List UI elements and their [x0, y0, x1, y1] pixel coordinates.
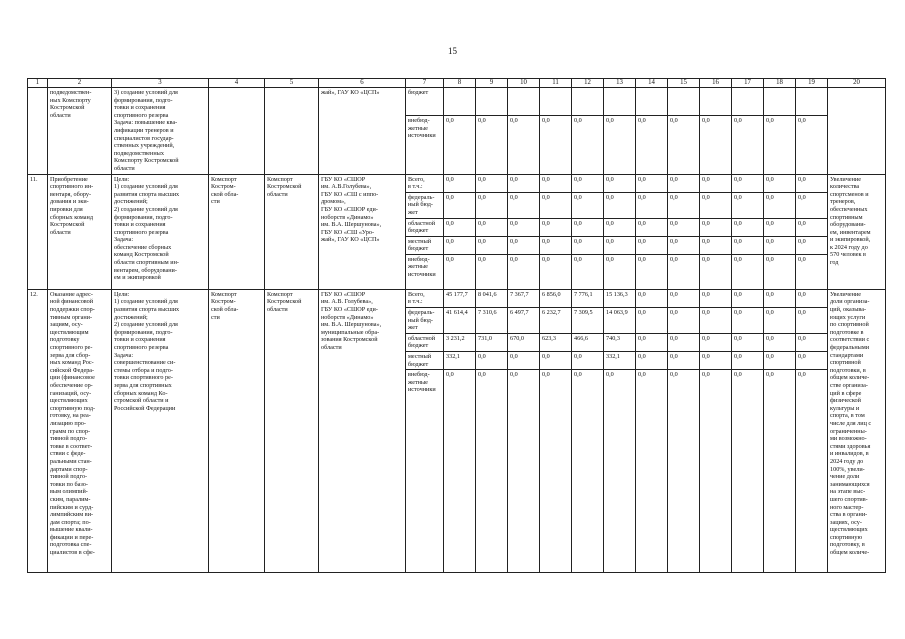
amount-cell: 0,0: [476, 370, 508, 573]
amount-cell: 0,0: [764, 289, 796, 307]
amount-cell: 0,0: [732, 289, 764, 307]
amount-cell: 0,0: [732, 308, 764, 334]
amount-cell: 0,0: [796, 236, 828, 254]
amount-cell: 0,0: [636, 308, 668, 334]
amount-cell: 0,0: [572, 116, 604, 174]
column-header-3: 3: [112, 79, 209, 88]
event-name-cell: Оказание адрес- ной финансовой поддержки спор- тивным органи- зациям, осу- ществляющим подготовку спортивного ре- зерва для сбор- ных команд Рос- сийской Федера- ции (финансовое обеспечение ор- ганизаций, осу- ществляющих спортивную под- готовку, на реа- лизацию про- грамм по спор- тивной подго- товке в соответ- ствии с феде- ральными стан- дартами спор- тивной подго- товки по базо- вым олимпий- ским, паралим- пийским и сурд- лимпийским ви- дам спорта; по- вышение квали- фикации и пере- подготовка спе- циалистов в сфе-: [48, 289, 112, 572]
column-header-9: 9: [476, 79, 508, 88]
amount-cell: 0,0: [540, 174, 572, 192]
row-number-cell: 12.: [28, 289, 48, 572]
amount-cell: 0,0: [764, 370, 796, 573]
amount-cell: [604, 88, 636, 116]
amount-cell: 0,0: [796, 308, 828, 334]
column-header-11: 11: [540, 79, 572, 88]
executors-cell: ГБУ КО «СШОР им. А.В.Голубева», ГБУ КО «СШ с иппо- дромом», ГБУ КО «СШОР еди- ноборств «Динамо» им. В.А. Шершунова», ГБУ КО «СШ «Уро- жай», ГАУ КО «ЦСП»: [319, 174, 406, 289]
column-header-8: 8: [444, 79, 476, 88]
result-cell: [828, 88, 886, 175]
amount-cell: 0,0: [668, 370, 700, 573]
amount-cell: 0,0: [732, 352, 764, 370]
amount-cell: 41 614,4: [444, 308, 476, 334]
column-header-19: 19: [796, 79, 828, 88]
amount-cell: 0,0: [764, 174, 796, 192]
goals-cell: Цели: 1) создание условий для развития спорта высших достижений; 2) создание условий для формирования, подго- товки и сохранения спортивного резерва Задача: совершенствование си- стемы отбора и подго- товки спортивного ре- зерва для спортивных сборных команд Ко- стромской области и Российской Федерации: [112, 289, 209, 572]
amount-cell: 731,0: [476, 333, 508, 351]
amount-cell: 3 231,2: [444, 333, 476, 351]
funding-source-cell: Всего, в т.ч.:: [406, 174, 444, 192]
amount-cell: 0,0: [572, 174, 604, 192]
event-name-cell: подведомствен- ных Комспорту Костромской области: [48, 88, 112, 175]
responsible-cell: Комспорт Костром- ской обла- сти: [209, 289, 265, 572]
column-header-4: 4: [209, 79, 265, 88]
amount-cell: [732, 88, 764, 116]
amount-cell: 45 177,7: [444, 289, 476, 307]
amount-cell: 0,0: [476, 174, 508, 192]
amount-cell: 0,0: [636, 116, 668, 174]
column-header-12: 12: [572, 79, 604, 88]
amount-cell: 0,0: [796, 370, 828, 573]
amount-cell: 0,0: [764, 352, 796, 370]
amount-cell: 0,0: [732, 370, 764, 573]
responsible-cell: Комспорт Костром- ской обла- сти: [209, 174, 265, 289]
funding-source-cell: внебюд- жетные источники: [406, 116, 444, 174]
amount-cell: 0,0: [508, 254, 540, 289]
amount-cell: 0,0: [764, 333, 796, 351]
event-name-cell: Приобретение спортивного ин- вентаря, обору- дования и эки- пировки для сборных команд Костромской области: [48, 174, 112, 289]
amount-cell: 0,0: [444, 218, 476, 236]
funding-source-cell: бюджет: [406, 88, 444, 116]
amount-cell: 0,0: [444, 236, 476, 254]
amount-cell: 0,0: [508, 370, 540, 573]
amount-cell: 0,0: [668, 192, 700, 218]
amount-cell: 332,1: [444, 352, 476, 370]
row-number-cell: [28, 88, 48, 175]
customer-cell: [265, 88, 319, 175]
amount-cell: [476, 88, 508, 116]
funding-source-cell: внебюд- жетные источники: [406, 370, 444, 573]
amount-cell: 0,0: [444, 116, 476, 174]
amount-cell: 0,0: [764, 116, 796, 174]
column-header-6: 6: [319, 79, 406, 88]
amount-cell: 0,0: [668, 174, 700, 192]
amount-cell: 0,0: [732, 254, 764, 289]
amount-cell: 6 497,7: [508, 308, 540, 334]
customer-cell: Комспорт Костромской области: [265, 289, 319, 572]
amount-cell: 0,0: [796, 289, 828, 307]
column-header-5: 5: [265, 79, 319, 88]
amount-cell: 466,6: [572, 333, 604, 351]
amount-cell: 0,0: [444, 174, 476, 192]
amount-cell: 0,0: [668, 333, 700, 351]
amount-cell: 0,0: [476, 218, 508, 236]
amount-cell: 0,0: [668, 116, 700, 174]
amount-cell: 0,0: [636, 370, 668, 573]
amount-cell: 0,0: [732, 218, 764, 236]
amount-cell: 0,0: [636, 236, 668, 254]
amount-cell: 0,0: [636, 174, 668, 192]
responsible-cell: [209, 88, 265, 175]
amount-cell: 0,0: [604, 218, 636, 236]
column-header-2: 2: [48, 79, 112, 88]
amount-cell: [636, 88, 668, 116]
amount-cell: 0,0: [540, 254, 572, 289]
amount-cell: 0,0: [668, 352, 700, 370]
amount-cell: 0,0: [668, 218, 700, 236]
amount-cell: 0,0: [476, 254, 508, 289]
amount-cell: 0,0: [796, 333, 828, 351]
amount-cell: 0,0: [700, 218, 732, 236]
amount-cell: 332,1: [604, 352, 636, 370]
funding-source-cell: Всего, в т.ч.:: [406, 289, 444, 307]
amount-cell: 0,0: [700, 192, 732, 218]
funding-source-cell: федераль- ный бюд- жет: [406, 308, 444, 334]
amount-cell: 0,0: [476, 352, 508, 370]
table-row: [28, 88, 886, 116]
column-header-17: 17: [732, 79, 764, 88]
amount-cell: 0,0: [636, 218, 668, 236]
amount-cell: [444, 88, 476, 116]
amount-cell: 0,0: [540, 116, 572, 174]
amount-cell: 15 136,3: [604, 289, 636, 307]
row-number-cell: 11.: [28, 174, 48, 289]
result-cell: Увеличение количества спортсменов и тренеров, обеспеченных спортивным оборудовани- ем, инвентарем и экипировкой, к 2024 году до 570 человек в год: [828, 174, 886, 289]
amount-cell: 0,0: [636, 254, 668, 289]
customer-cell: Комспорт Костромской области: [265, 174, 319, 289]
amount-cell: 0,0: [508, 174, 540, 192]
table-body: [28, 79, 886, 573]
amount-cell: 0,0: [572, 352, 604, 370]
executors-cell: жай», ГАУ КО «ЦСП»: [319, 88, 406, 175]
amount-cell: 0,0: [604, 174, 636, 192]
program-table: [27, 78, 886, 573]
amount-cell: [572, 88, 604, 116]
amount-cell: 0,0: [700, 308, 732, 334]
amount-cell: 7 309,5: [572, 308, 604, 334]
amount-cell: 8 041,6: [476, 289, 508, 307]
amount-cell: 0,0: [572, 236, 604, 254]
amount-cell: 0,0: [700, 352, 732, 370]
amount-cell: [540, 88, 572, 116]
amount-cell: 0,0: [540, 218, 572, 236]
amount-cell: 0,0: [572, 370, 604, 573]
page-number: 15: [448, 46, 457, 56]
amount-cell: 0,0: [764, 192, 796, 218]
amount-cell: 0,0: [476, 192, 508, 218]
amount-cell: 0,0: [732, 174, 764, 192]
amount-cell: [764, 88, 796, 116]
amount-cell: 0,0: [572, 218, 604, 236]
amount-cell: 0,0: [764, 254, 796, 289]
amount-cell: 0,0: [764, 236, 796, 254]
amount-cell: 0,0: [604, 116, 636, 174]
result-cell: Увеличение доли организа- ций, оказыва- ющих услуги по спортивной подготовке в соответствии с федеральными стандартами спортивной подготовки, в общем количе- стве организа- ций в сфере физической культуры и спорта, в том числе для лиц с ограниченны- ми возможно- стями здоровья и инвалидов, в 2024 году до 100%, увели- чение доли занимающихся на этапе выс- шего спортив- ного мастер- ства в органи- зациях, осу- ществляющих спортивную подготовку, в общем количе-: [828, 289, 886, 572]
amount-cell: 14 063,9: [604, 308, 636, 334]
amount-cell: 0,0: [700, 254, 732, 289]
amount-cell: 0,0: [636, 289, 668, 307]
funding-source-cell: областной бюджет: [406, 218, 444, 236]
amount-cell: 0,0: [604, 236, 636, 254]
amount-cell: 0,0: [796, 218, 828, 236]
column-header-18: 18: [764, 79, 796, 88]
amount-cell: 0,0: [572, 192, 604, 218]
amount-cell: 0,0: [700, 370, 732, 573]
amount-cell: 0,0: [732, 333, 764, 351]
amount-cell: 0,0: [700, 174, 732, 192]
column-header-15: 15: [668, 79, 700, 88]
amount-cell: 0,0: [764, 308, 796, 334]
amount-cell: 0,0: [636, 352, 668, 370]
amount-cell: 0,0: [604, 192, 636, 218]
table-row: [28, 174, 886, 192]
amount-cell: 0,0: [796, 174, 828, 192]
amount-cell: 6 856,0: [540, 289, 572, 307]
amount-cell: 0,0: [668, 289, 700, 307]
amount-cell: 0,0: [700, 236, 732, 254]
amount-cell: 0,0: [540, 352, 572, 370]
amount-cell: 0,0: [700, 333, 732, 351]
column-header-13: 13: [604, 79, 636, 88]
amount-cell: 0,0: [444, 254, 476, 289]
amount-cell: 0,0: [668, 254, 700, 289]
amount-cell: 0,0: [796, 352, 828, 370]
funding-source-cell: местный бюджет: [406, 352, 444, 370]
amount-cell: 0,0: [540, 236, 572, 254]
amount-cell: 0,0: [508, 236, 540, 254]
goals-cell: 3) создание условий для формирования, подго- товки и сохранения спортивного резерва Задача: повышение ква- лификации тренеров и специалистов государ- ственных учреждений, подведомственных Комспорту Костромской области: [112, 88, 209, 175]
amount-cell: [508, 88, 540, 116]
amount-cell: 0,0: [796, 116, 828, 174]
amount-cell: 0,0: [636, 192, 668, 218]
amount-cell: 0,0: [796, 192, 828, 218]
amount-cell: 0,0: [668, 308, 700, 334]
amount-cell: 0,0: [764, 218, 796, 236]
amount-cell: 0,0: [476, 236, 508, 254]
amount-cell: 0,0: [444, 192, 476, 218]
amount-cell: [668, 88, 700, 116]
column-header-20: 20: [828, 79, 886, 88]
column-number-row: [28, 79, 886, 88]
funding-source-cell: областной бюджет: [406, 333, 444, 351]
amount-cell: 7 310,6: [476, 308, 508, 334]
amount-cell: [796, 88, 828, 116]
amount-cell: 670,0: [508, 333, 540, 351]
amount-cell: 0,0: [508, 116, 540, 174]
amount-cell: 0,0: [796, 254, 828, 289]
column-header-1: 1: [28, 79, 48, 88]
column-header-16: 16: [700, 79, 732, 88]
amount-cell: 0,0: [540, 370, 572, 573]
funding-source-cell: федераль- ный бюд- жет: [406, 192, 444, 218]
amount-cell: [700, 88, 732, 116]
column-header-7: 7: [406, 79, 444, 88]
amount-cell: 0,0: [508, 192, 540, 218]
amount-cell: 0,0: [668, 236, 700, 254]
amount-cell: 0,0: [604, 370, 636, 573]
table-row: [28, 289, 886, 307]
amount-cell: 0,0: [732, 236, 764, 254]
amount-cell: 6 232,7: [540, 308, 572, 334]
amount-cell: 7 367,7: [508, 289, 540, 307]
amount-cell: 7 776,1: [572, 289, 604, 307]
amount-cell: 0,0: [700, 289, 732, 307]
amount-cell: 623,3: [540, 333, 572, 351]
amount-cell: 0,0: [572, 254, 604, 289]
goals-cell: Цели: 1) создание условий для развития спорта высших достижений; 2) создание условий для формирования, подго- товки и сохранения спортивного резерва Задача: обеспечение сборных команд Костромской области спортивным ин- вентарем, оборудовани- ем и экипировкой: [112, 174, 209, 289]
column-header-14: 14: [636, 79, 668, 88]
column-header-10: 10: [508, 79, 540, 88]
amount-cell: 0,0: [636, 333, 668, 351]
amount-cell: 740,3: [604, 333, 636, 351]
executors-cell: ГБУ КО «СШОР им. А.В. Голубева», ГБУ КО «СШОР еди- ноборств «Динамо» им. В.А. Шершунова», муниципальные обра- зования Костромской области: [319, 289, 406, 572]
amount-cell: 0,0: [604, 254, 636, 289]
amount-cell: 0,0: [476, 116, 508, 174]
amount-cell: 0,0: [508, 352, 540, 370]
amount-cell: 0,0: [508, 218, 540, 236]
amount-cell: 0,0: [540, 192, 572, 218]
amount-cell: 0,0: [732, 116, 764, 174]
amount-cell: 0,0: [444, 370, 476, 573]
funding-source-cell: внебюд- жетные источники: [406, 254, 444, 289]
funding-source-cell: местный бюджет: [406, 236, 444, 254]
amount-cell: 0,0: [732, 192, 764, 218]
amount-cell: 0,0: [700, 116, 732, 174]
